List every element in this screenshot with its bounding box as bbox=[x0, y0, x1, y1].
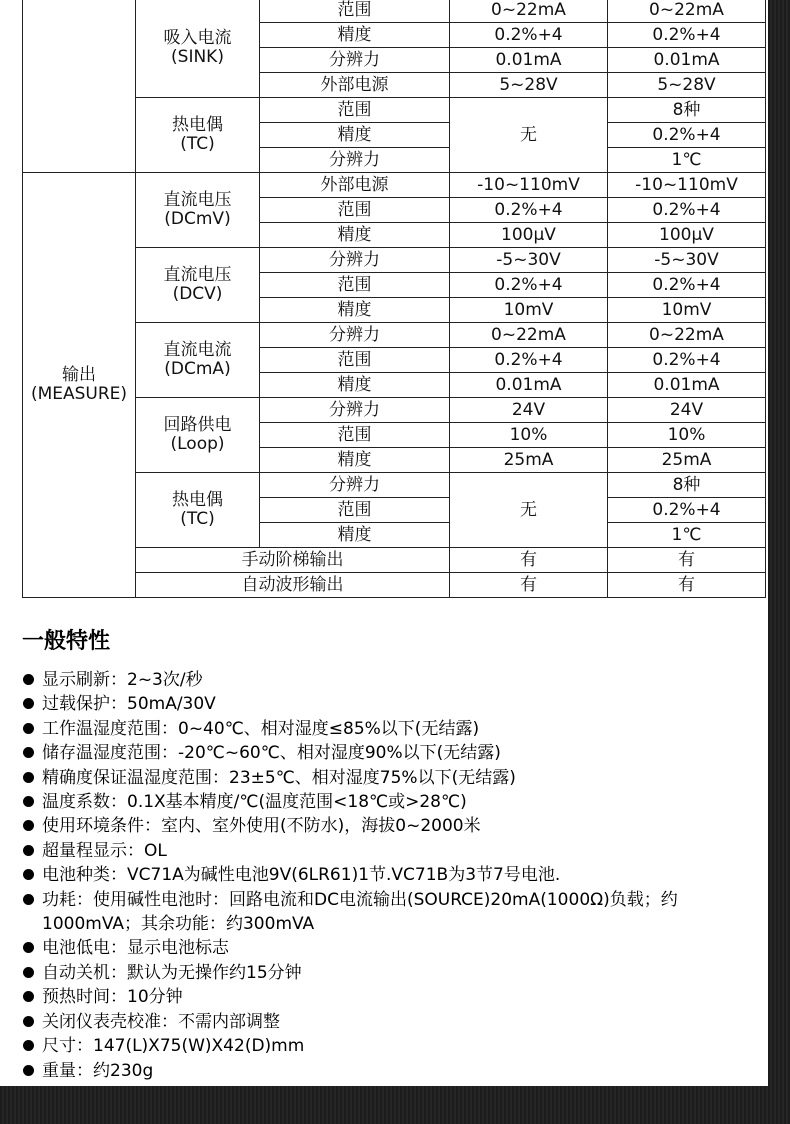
bullet-icon bbox=[23, 967, 34, 978]
list-item bbox=[22, 741, 767, 765]
value-b-cell: 0.2%+4 bbox=[608, 348, 766, 373]
item-cell: 分辨力 bbox=[260, 148, 450, 173]
value-b-cell: 0.2%+4 bbox=[608, 273, 766, 298]
general-title: 一般特性 bbox=[22, 629, 111, 654]
list-item-text: 电池种类：VC71A为碱性电池9V(6LR61)1节.VC71B为3节7号电池. bbox=[42, 865, 561, 886]
item-cell: 外部电源 bbox=[260, 73, 450, 98]
value-a-cell: -5~30V bbox=[450, 248, 608, 273]
bullet-icon bbox=[23, 869, 34, 880]
item-cell: 范围 bbox=[260, 198, 450, 223]
value-a-cell: 0~22mA bbox=[450, 0, 608, 23]
value-a-cell: 5~28V bbox=[450, 73, 608, 98]
value-b-cell: 10mV bbox=[608, 298, 766, 323]
item-cell: 范围 bbox=[260, 423, 450, 448]
value-a-cell: 0.2%+4 bbox=[450, 273, 608, 298]
list-item-text: 电池低电：显示电池标志 bbox=[42, 938, 229, 959]
bullet-icon bbox=[23, 674, 34, 685]
value-a-cell: 有 bbox=[450, 548, 608, 573]
item-cell: 分辨力 bbox=[260, 248, 450, 273]
bullet-icon bbox=[23, 723, 34, 734]
item-cell: 外部电源 bbox=[260, 173, 450, 198]
item-cell: 精度 bbox=[260, 298, 450, 323]
item-cell: 范围 bbox=[260, 0, 450, 23]
value-a-cell: 有 bbox=[450, 573, 608, 598]
value-b-cell: 10% bbox=[608, 423, 766, 448]
item-cell: 分辨力 bbox=[260, 473, 450, 498]
bullet-icon bbox=[23, 772, 34, 783]
value-a-cell: 无 bbox=[450, 98, 608, 173]
item-cell: 精度 bbox=[260, 223, 450, 248]
list-item-text: 温度系数：0.1X基本精度/℃(温度范围<18℃或>28℃) bbox=[42, 792, 467, 813]
function-cell: 直流电流 (DCmA) bbox=[136, 323, 260, 398]
value-b-cell: 0~22mA bbox=[608, 323, 766, 348]
table-row bbox=[23, 0, 766, 23]
list-item-text: 尺寸：147(L)X75(W)X42(D)mm bbox=[42, 1036, 305, 1057]
item-cell: 分辨力 bbox=[260, 48, 450, 73]
value-b-cell: 1℃ bbox=[608, 148, 766, 173]
list-item bbox=[22, 668, 767, 692]
value-a-cell: 0.01mA bbox=[450, 373, 608, 398]
value-a-cell: 0.2%+4 bbox=[450, 348, 608, 373]
function-cell: 吸入电流 (SINK) bbox=[136, 0, 260, 98]
item-cell: 精度 bbox=[260, 373, 450, 398]
value-b-cell: 有 bbox=[608, 548, 766, 573]
bullet-icon bbox=[23, 942, 34, 953]
list-item bbox=[22, 863, 767, 887]
item-cell: 精度 bbox=[260, 448, 450, 473]
category-cell bbox=[23, 0, 136, 173]
value-b-cell: 0.2%+4 bbox=[608, 23, 766, 48]
item-cell: 范围 bbox=[260, 273, 450, 298]
bullet-icon bbox=[23, 820, 34, 831]
spec-table bbox=[22, 0, 766, 598]
item-cell: 范围 bbox=[260, 98, 450, 123]
value-b-cell: 0.01mA bbox=[608, 48, 766, 73]
table-row bbox=[23, 173, 766, 198]
list-item-text: 自动关机：默认为无操作约15分钟 bbox=[42, 962, 302, 983]
bullet-icon bbox=[23, 796, 34, 807]
list-item-text: 过载保护：50mA/30V bbox=[42, 694, 216, 715]
value-b-cell: 0.01mA bbox=[608, 373, 766, 398]
value-b-cell: -5~30V bbox=[608, 248, 766, 273]
list-item bbox=[22, 839, 767, 863]
list-item-text: 显示刷新：2~3次/秒 bbox=[42, 670, 203, 690]
value-b-cell: 0.2%+4 bbox=[608, 198, 766, 223]
bullet-icon bbox=[23, 991, 34, 1002]
item-cell: 范围 bbox=[260, 348, 450, 373]
list-item bbox=[22, 961, 767, 985]
function-cell: 回路供电 (Loop) bbox=[136, 398, 260, 473]
value-a-cell: -10~110mV bbox=[450, 173, 608, 198]
function-cell: 热电偶 (TC) bbox=[136, 473, 260, 548]
value-b-cell: -10~110mV bbox=[608, 173, 766, 198]
function-cell: 热电偶 (TC) bbox=[136, 98, 260, 173]
value-b-cell: 100μV bbox=[608, 223, 766, 248]
bullet-icon bbox=[23, 845, 34, 856]
list-item bbox=[22, 985, 767, 1009]
list-item-text: 关闭仪表壳校准：不需内部调整 bbox=[42, 1011, 280, 1032]
list-item bbox=[22, 1010, 767, 1034]
value-b-cell: 5~28V bbox=[608, 73, 766, 98]
value-a-cell: 10% bbox=[450, 423, 608, 448]
list-item bbox=[22, 1059, 767, 1083]
value-b-cell: 24V bbox=[608, 398, 766, 423]
list-item-text: 使用环境条件：室内、室外使用(不防水)，海拔0~2000米 bbox=[42, 816, 481, 837]
list-item-text: 功耗：使用碱性电池时：回路电流和DC电流输出(SOURCE)20mA(1000Ω)负载；约1000mVA；其余功能：约300mVA bbox=[42, 889, 678, 935]
value-b-cell: 1℃ bbox=[608, 523, 766, 548]
value-b-cell: 8种 bbox=[608, 98, 766, 123]
item-cell: 手动阶梯输出 bbox=[136, 548, 450, 573]
list-item bbox=[22, 888, 767, 937]
value-a-cell: 0.01mA bbox=[450, 48, 608, 73]
value-a-cell: 24V bbox=[450, 398, 608, 423]
value-a-cell: 100μV bbox=[450, 223, 608, 248]
bullet-icon bbox=[23, 1040, 34, 1051]
value-b-cell: 25mA bbox=[608, 448, 766, 473]
list-item-text: 超量程显示：OL bbox=[42, 840, 167, 861]
value-b-cell: 0~22mA bbox=[608, 0, 766, 23]
list-item bbox=[22, 692, 767, 716]
list-item-text: 储存温湿度范围：-20℃~60℃、相对湿度90%以下(无结露) bbox=[42, 743, 501, 764]
category-cell: 输出 (MEASURE) bbox=[23, 173, 136, 598]
bullet-icon bbox=[23, 1065, 34, 1076]
bullet-icon bbox=[23, 698, 34, 709]
bullet-icon bbox=[23, 747, 34, 758]
feature-list bbox=[22, 668, 767, 1083]
list-item bbox=[22, 936, 767, 960]
item-cell: 分辨力 bbox=[260, 398, 450, 423]
list-item bbox=[22, 766, 767, 790]
function-cell: 直流电压 (DCmV) bbox=[136, 173, 260, 248]
item-cell: 精度 bbox=[260, 523, 450, 548]
list-item-text: 精确度保证温湿度范围：23±5℃、相对湿度75%以下(无结露) bbox=[42, 767, 516, 788]
value-a-cell: 0~22mA bbox=[450, 323, 608, 348]
item-cell: 精度 bbox=[260, 123, 450, 148]
value-a-cell: 无 bbox=[450, 473, 608, 548]
list-item bbox=[22, 814, 767, 838]
bullet-icon bbox=[23, 894, 34, 905]
value-a-cell: 25mA bbox=[450, 448, 608, 473]
list-item bbox=[22, 1034, 767, 1058]
function-cell: 直流电压 (DCV) bbox=[136, 248, 260, 323]
bullet-icon bbox=[23, 1016, 34, 1027]
item-cell: 范围 bbox=[260, 498, 450, 523]
value-a-cell: 0.2%+4 bbox=[450, 198, 608, 223]
list-item bbox=[22, 717, 767, 741]
value-b-cell: 有 bbox=[608, 573, 766, 598]
list-item-text: 工作温湿度范围：0~40℃、相对湿度≤85%以下(无结露) bbox=[42, 718, 480, 739]
list-item bbox=[22, 790, 767, 814]
item-cell: 自动波形输出 bbox=[136, 573, 450, 598]
list-item-text: 预热时间：10分钟 bbox=[42, 987, 183, 1008]
value-a-cell: 10mV bbox=[450, 298, 608, 323]
value-b-cell: 0.2%+4 bbox=[608, 123, 766, 148]
value-b-cell: 0.2%+4 bbox=[608, 498, 766, 523]
list-item-text: 重量：约230g bbox=[42, 1060, 154, 1081]
item-cell: 分辨力 bbox=[260, 323, 450, 348]
item-cell: 精度 bbox=[260, 23, 450, 48]
value-b-cell: 8种 bbox=[608, 473, 766, 498]
value-a-cell: 0.2%+4 bbox=[450, 23, 608, 48]
